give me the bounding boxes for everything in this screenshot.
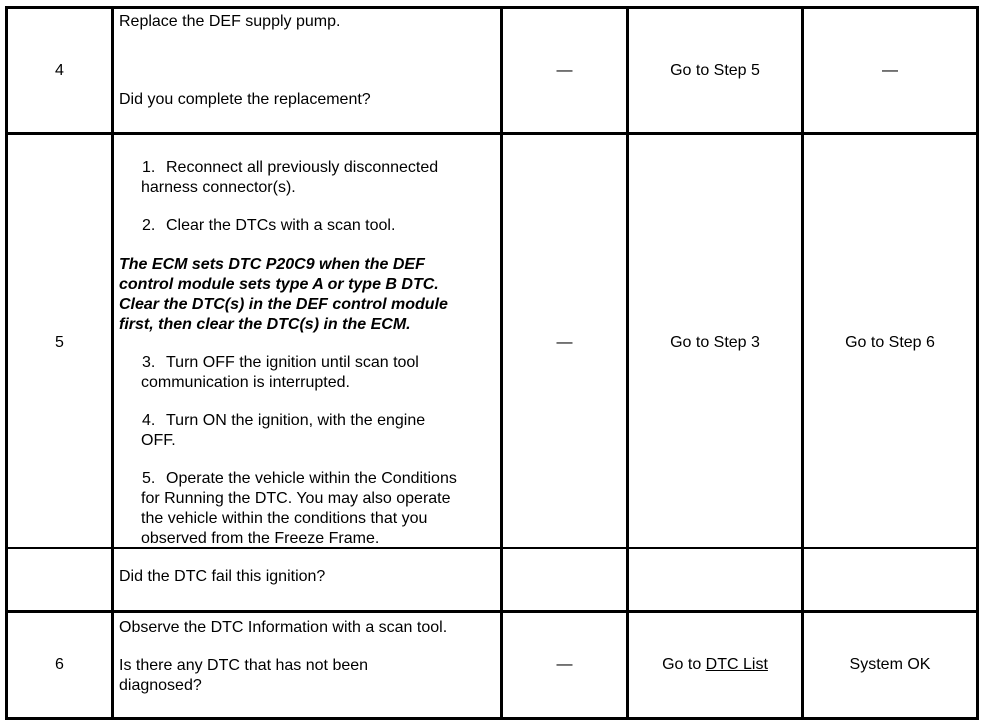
no-cell: Go to Step 6 bbox=[845, 334, 935, 351]
table-border-right bbox=[976, 6, 979, 720]
action-question: diagnosed? bbox=[119, 677, 202, 694]
no-cell: System OK bbox=[849, 656, 931, 673]
col-divider-yes bbox=[801, 6, 804, 720]
list-item-text: the vehicle within the conditions that you bbox=[141, 510, 428, 527]
note-text: The ECM sets DTC P20C9 when the DEF bbox=[119, 256, 425, 273]
dtc-list-link[interactable]: DTC List bbox=[705, 656, 768, 673]
list-item-text: observed from the Freeze Frame. bbox=[141, 530, 380, 547]
action-question: Is there any DTC that has not been bbox=[119, 657, 369, 674]
list-item-text: harness connector(s). bbox=[141, 179, 296, 196]
yes-prefix: Go to bbox=[662, 656, 706, 673]
row-divider-5-6 bbox=[5, 610, 979, 613]
row-divider-4-5 bbox=[5, 132, 979, 135]
values-cell: — bbox=[556, 334, 573, 351]
list-item-number: 5. bbox=[142, 470, 156, 487]
values-cell: — bbox=[556, 62, 573, 79]
list-item-text: Operate the vehicle within the Conditions bbox=[166, 470, 457, 487]
yes-cell: Go to Step 3 bbox=[670, 334, 760, 351]
note-text: first, then clear the DTC(s) in the ECM. bbox=[119, 316, 411, 333]
list-item-number: 3. bbox=[142, 354, 156, 371]
step-number: 6 bbox=[55, 656, 64, 673]
col-divider-step bbox=[111, 6, 114, 720]
table-border-left bbox=[5, 6, 8, 720]
list-item-text: OFF. bbox=[141, 432, 176, 449]
action-question: Did you complete the replacement? bbox=[119, 91, 371, 108]
list-item-text: Reconnect all previously disconnected bbox=[166, 159, 439, 176]
list-item-number: 4. bbox=[142, 412, 156, 429]
step-number: 4 bbox=[55, 62, 64, 79]
action-text: Observe the DTC Information with a scan tool. bbox=[119, 619, 448, 636]
list-item-number: 1. bbox=[142, 159, 156, 176]
list-item-text: Clear the DTCs with a scan tool. bbox=[166, 217, 396, 234]
list-item-text: for Running the DTC. You may also operate bbox=[141, 490, 451, 507]
col-divider-values bbox=[626, 6, 629, 720]
values-cell: — bbox=[556, 656, 573, 673]
note-text: Clear the DTC(s) in the DEF control module bbox=[119, 296, 448, 313]
yes-cell bbox=[629, 655, 801, 675]
action-question: Did the DTC fail this ignition? bbox=[119, 568, 326, 585]
list-item-text: Turn ON the ignition, with the engine bbox=[166, 412, 426, 429]
table-border-bottom bbox=[5, 717, 979, 720]
no-cell: — bbox=[882, 62, 898, 79]
list-item-text: communication is interrupted. bbox=[141, 374, 350, 391]
list-item-number: 2. bbox=[142, 217, 156, 234]
col-divider-action bbox=[500, 6, 503, 720]
list-item-text: Turn OFF the ignition until scan tool bbox=[166, 354, 419, 371]
action-text: Replace the DEF supply pump. bbox=[119, 13, 341, 30]
step-number: 5 bbox=[55, 334, 64, 351]
note-text: control module sets type A or type B DTC. bbox=[119, 276, 439, 293]
table-border-top bbox=[5, 6, 979, 9]
yes-cell: Go to Step 5 bbox=[670, 62, 760, 79]
